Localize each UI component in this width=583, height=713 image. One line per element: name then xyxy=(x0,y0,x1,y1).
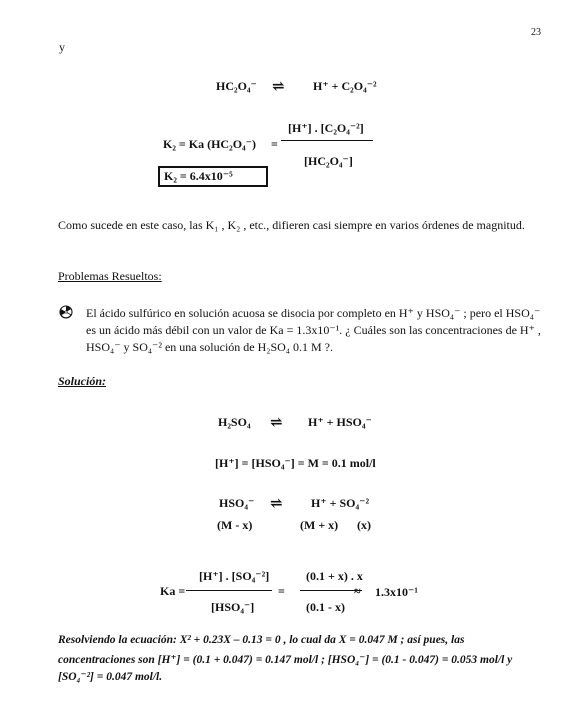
eq4-under-right: (x) xyxy=(357,518,371,532)
eq4-under-left: (M - x) xyxy=(217,518,253,532)
comment-text: Como sucede en este caso, las K₁ , K₂ , etc., difieren casi siempre en varios órdenes de magnitud. xyxy=(58,218,525,232)
ka-fraction-line-2 xyxy=(300,590,362,591)
k2-denominator: [HC₂O₄⁻] xyxy=(304,154,353,168)
eq2-arrow: ⇌ xyxy=(270,415,283,431)
problem-line-1: El ácido sulfúrico en solución acuosa se disocia por completo en H⁺ y HSO₄⁻ ; pero el HSO₄⁻ xyxy=(86,306,541,320)
ka-numerator-2: (0.1 + x) . x xyxy=(306,569,363,583)
k2-equals: = xyxy=(271,137,278,151)
eq4-under-mid: (M + x) xyxy=(300,518,339,532)
solved-problems-heading: Problemas Resueltos: xyxy=(58,269,162,283)
eq4-left: HSO₄⁻ xyxy=(219,496,255,510)
problem-line-2: es un ácido más débil con un valor de Ka = 1.3x10⁻¹. ¿ Cuáles son las concentraciones de H⁺ , xyxy=(86,323,541,337)
radiation-bullet-icon xyxy=(59,305,73,319)
resolution-line-1: Resolviendo la ecuación: X² + 0.23X – 0.13 = 0 , lo cual da X = 0.047 M ; así pues, las xyxy=(58,634,465,646)
eq4-right: H⁺ + SO₄⁻² xyxy=(311,496,370,510)
k2-boxed-value: K₂ = 6.4x10⁻⁵ xyxy=(158,166,268,187)
ka-denominator-2: (0.1 - x) xyxy=(306,600,345,614)
eq4-arrow: ⇌ xyxy=(270,496,283,512)
eq2-right: H⁺ + HSO₄⁻ xyxy=(308,415,372,429)
ka-value: 1.3x10⁻¹ xyxy=(375,585,418,599)
eq2-left: H₂SO₄ xyxy=(218,415,251,429)
intro-word: y xyxy=(59,40,65,54)
ka-label: Ka = xyxy=(160,584,186,598)
ka-denominator-1: [HSO₄⁻] xyxy=(211,600,255,614)
ka-fraction-line-1 xyxy=(186,590,272,591)
eq1-left: HC₂O₄⁻ xyxy=(216,79,257,93)
eq1-arrow: ⇌ xyxy=(272,79,285,95)
resolution-line-2: concentraciones son [H⁺] = (0.1 + 0.047) = 0.147 mol/l ; [HSO₄⁻] = (0.1 - 0.047) = 0.053 mol/l y xyxy=(58,654,513,666)
problem-line-3: HSO₄⁻ y SO₄⁻² en una solución de H₂SO₄ 0.1 M ?. xyxy=(86,340,333,354)
ka-numerator-1: [H⁺] . [SO₄⁻²] xyxy=(199,569,270,583)
k2-label: K₂ = Ka (HC₂O₄⁻) xyxy=(163,137,256,151)
ka-approx: ≈ xyxy=(354,584,361,598)
page-number: 23 xyxy=(531,27,541,38)
solution-heading: Solución: xyxy=(58,374,107,388)
eq3: [H⁺] = [HSO₄⁻] = M = 0.1 mol/l xyxy=(215,456,376,470)
k2-fraction-line xyxy=(281,140,373,141)
k2-numerator: [H⁺] . [C₂O₄⁻²] xyxy=(288,121,364,135)
eq1-right: H⁺ + C₂O₄⁻² xyxy=(313,79,377,93)
resolution-line-3: [SO₄⁻²] = 0.047 mol/l. xyxy=(58,671,163,683)
ka-equals: = xyxy=(278,584,285,598)
